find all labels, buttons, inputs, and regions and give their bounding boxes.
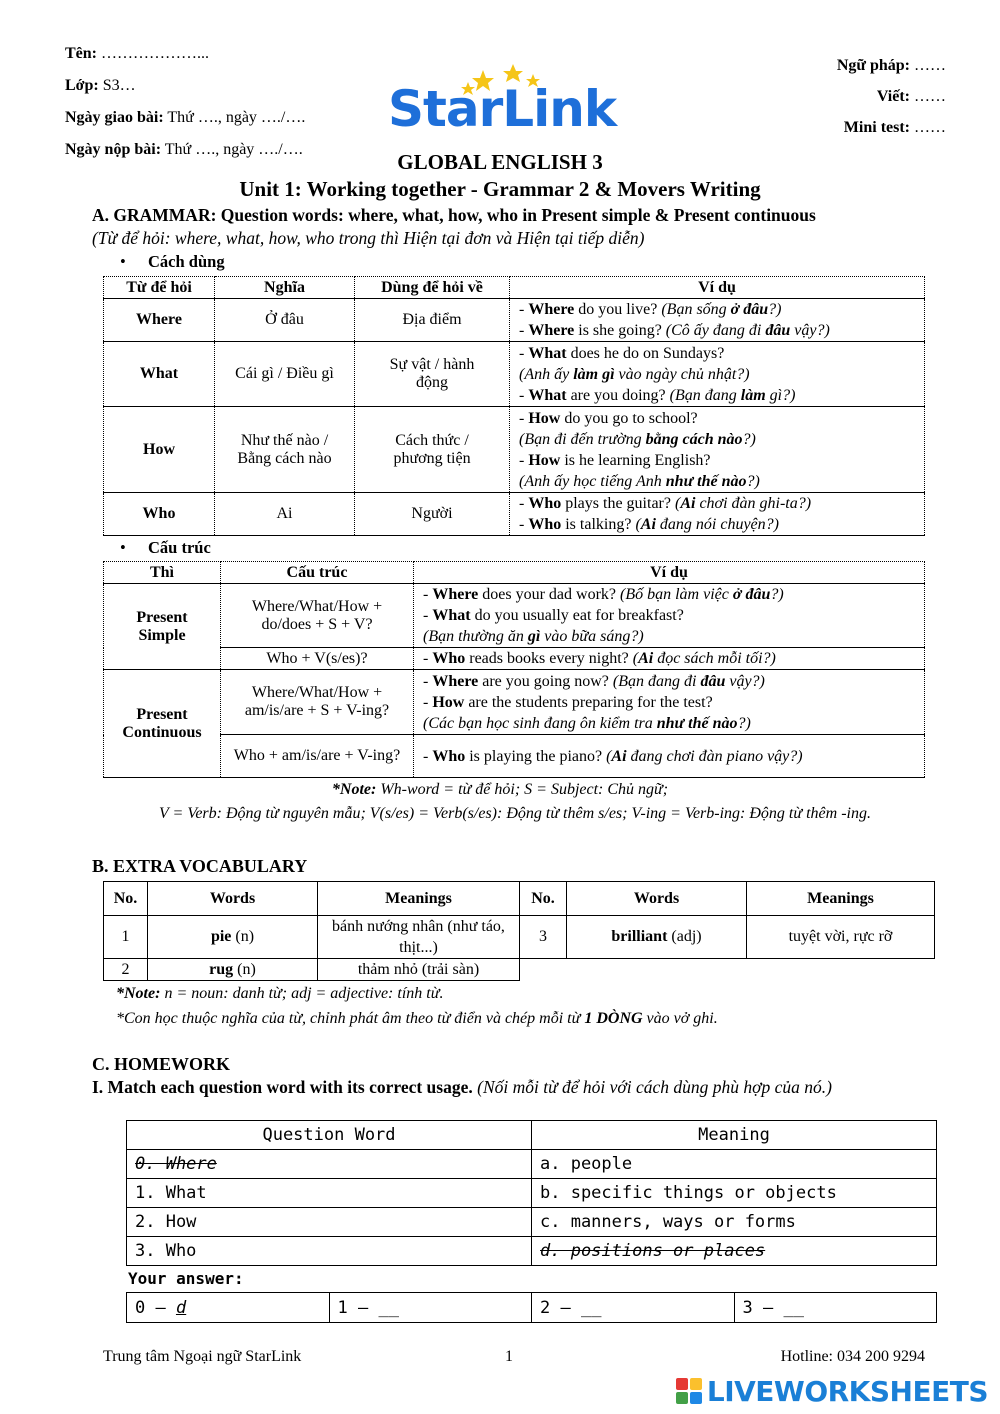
empty-cell: [747, 959, 935, 981]
vocab-no: 3: [520, 916, 567, 959]
assign-date-line[interactable]: Ngày giao bài: Thứ …., ngày …./….: [65, 109, 306, 126]
answer-cell-1[interactable]: 1 – __: [329, 1293, 532, 1323]
starlink-logo: [388, 62, 638, 142]
table-row: [127, 1237, 937, 1266]
structure-bullet: • Cấu trúc: [120, 538, 211, 558]
question-word: How: [104, 407, 215, 493]
example-line: - Who reads books every night? (Ai đọc sách mỗi tối?): [423, 650, 776, 667]
header-cell: Words: [567, 882, 747, 916]
vocab-header: [104, 882, 935, 916]
answer-cell-0[interactable]: 0 – d: [127, 1293, 330, 1323]
header-cell: No.: [520, 882, 567, 916]
table-row: [104, 584, 925, 648]
task-1-instruction: I. Match each question word with its correct usage. (Nối mỗi từ để hỏi với cách dùng phù hợp của nó.): [92, 1077, 832, 1097]
minitest-score[interactable]: Mini test: ……: [843, 119, 946, 136]
your-answer-label: Your answer:: [128, 1269, 244, 1288]
example-line: - Who is talking? (Ai đang nói chuyện?): [519, 516, 779, 533]
header-cell: Thì: [104, 562, 221, 584]
example-line: - What are you doing? (Bạn đang làm gì?): [519, 386, 796, 404]
example-line: (Các bạn học sinh đang ôn kiểm tra như thế nào?): [423, 714, 751, 732]
meaning: Ở đâu: [215, 299, 355, 342]
page-number: 1: [505, 1348, 513, 1365]
meaning: Ai: [215, 493, 355, 536]
watermark-text: LIVEWORKSHEETS: [706, 1374, 988, 1408]
table-row: [104, 735, 925, 778]
empty-cell: [567, 959, 747, 981]
unit-title: Unit 1: Working together - Grammar 2 & Movers Writing: [239, 177, 761, 201]
example-line: (Bạn thường ăn gì vào bữa sáng?): [423, 628, 644, 645]
table-row: [104, 407, 925, 493]
use: Sự vật / hành động: [355, 342, 510, 407]
example-line: - What does he do on Sundays?: [519, 344, 725, 362]
structure-table-header: [104, 562, 925, 584]
example: [414, 670, 925, 735]
table-row: [104, 648, 925, 670]
meaning: Như thế nào / Bằng cách nào: [215, 407, 355, 493]
meaning-item[interactable]: d. positions or places: [532, 1237, 937, 1266]
question-word-item[interactable]: 1. What: [127, 1179, 532, 1208]
example-line: - Who is playing the piano? (Ai đang chơi đàn piano vậy?): [423, 747, 803, 765]
table-row: [127, 1293, 937, 1323]
note-b-2: *Con học thuộc nghĩa của từ, chỉnh phát âm theo từ điển và chép mỗi từ 1 DÒNG vào vở ghi.: [116, 1010, 718, 1027]
table-row: [127, 1150, 937, 1179]
header-cell: Dùng để hỏi về: [355, 277, 510, 299]
header-cell: Meanings: [747, 882, 935, 916]
use: Địa điểm: [355, 299, 510, 342]
example-line: - Who plays the guitar? (Ai chơi đàn ghi-ta?): [519, 495, 812, 512]
tense-present-continuous: Present Continuous: [104, 670, 221, 778]
structure-table: [103, 561, 925, 778]
example-line: - Where does your dad work? (Bố bạn làm việc ở đâu?): [423, 586, 784, 603]
header-cell: Meaning: [532, 1121, 937, 1150]
table-row: [104, 493, 925, 536]
table-row: [127, 1208, 937, 1237]
example-line: - Where are you going now? (Bạn đang đi đâu vậy?): [423, 672, 765, 690]
vocab-meaning: thảm nhỏ (trải sàn): [318, 959, 520, 981]
table-row: [104, 916, 935, 959]
vocab-word: rug (n): [148, 959, 318, 981]
logo-text: StarLink: [388, 80, 617, 138]
use: Cách thức / phương tiện: [355, 407, 510, 493]
example-line: - How do you go to school?: [519, 409, 698, 427]
vocab-meaning: bánh nướng nhân (như táo, thịt...): [318, 916, 520, 959]
table-row: [104, 670, 925, 735]
structure: Who + V(s/es)?: [221, 648, 414, 670]
example-line: - Where do you live? (Bạn sống ở đâu?): [519, 301, 782, 318]
vocab-meaning: tuyệt vời, rực rỡ: [747, 916, 935, 959]
example: [510, 342, 925, 407]
note-a-1: *Note: Wh-word = từ để hỏi; S = Subject: Chủ ngữ;: [331, 781, 669, 798]
grammar-score[interactable]: Ngữ pháp: ……: [836, 57, 946, 74]
example: [510, 493, 925, 536]
question-word: Where: [104, 299, 215, 342]
vocab-word: pie (n): [148, 916, 318, 959]
matching-header: [127, 1121, 937, 1150]
example: [510, 299, 925, 342]
matching-table: [126, 1120, 937, 1266]
usage-table: [103, 276, 925, 536]
example-line: - How is he learning English?: [519, 451, 711, 469]
meaning-item[interactable]: a. people: [532, 1150, 937, 1179]
footer-center-name: Trung tâm Ngoại ngữ StarLink: [103, 1348, 302, 1365]
table-row: [104, 959, 935, 981]
question-word: Who: [104, 493, 215, 536]
example: [414, 735, 925, 778]
section-a-heading: A. GRAMMAR: Question words: where, what, how, who in Present simple & Present continuous: [92, 205, 816, 225]
header-cell: Từ để hỏi: [104, 277, 215, 299]
vocab-word: brilliant (adj): [567, 916, 747, 959]
submit-date-line[interactable]: Ngày nộp bài: Thứ …., ngày …./….: [65, 141, 303, 158]
question-word-item[interactable]: 3. Who: [127, 1237, 532, 1266]
writing-score[interactable]: Viết: ……: [876, 88, 946, 105]
note-b-1: *Note: n = noun: danh từ; adj = adjective: tính từ.: [116, 985, 444, 1002]
example-line: - What do you usually eat for breakfast?: [423, 607, 684, 624]
table-row: [127, 1179, 937, 1208]
section-a-subheading: (Từ để hỏi: where, what, how, who trong thì Hiện tại đơn và Hiện tại tiếp diễn): [92, 228, 645, 248]
vocab-no: 2: [104, 959, 148, 981]
question-word: What: [104, 342, 215, 407]
meaning-item[interactable]: b. specific things or objects: [532, 1179, 937, 1208]
header-cell: Ví dụ: [414, 562, 925, 584]
vocab-no: 1: [104, 916, 148, 959]
header-cell: Meanings: [318, 882, 520, 916]
meaning-item[interactable]: c. manners, ways or forms: [532, 1208, 937, 1237]
header-cell: No.: [104, 882, 148, 916]
course-title: GLOBAL ENGLISH 3: [397, 150, 603, 174]
question-word-item[interactable]: 0. Where: [127, 1150, 532, 1179]
example-line: - How are the students preparing for the test?: [423, 693, 713, 711]
header-cell: Ví dụ: [510, 277, 925, 299]
example-line: - Where is she going? (Cô ấy đang đi đâu vậy?): [519, 322, 830, 339]
class-line[interactable]: Lớp: S3…: [65, 77, 136, 94]
usage-bullet: • Cách dùng: [120, 252, 225, 272]
answer-cell-3[interactable]: 3 – __: [734, 1293, 937, 1323]
header-cell: Words: [148, 882, 318, 916]
example: [414, 584, 925, 648]
answer-table: [126, 1292, 937, 1323]
empty-cell: [520, 959, 567, 981]
answer-cell-2[interactable]: 2 – __: [532, 1293, 735, 1323]
structure: Where/What/How + do/does + S + V?: [221, 584, 414, 648]
student-info: [65, 38, 305, 166]
table-row: [104, 299, 925, 342]
example: [510, 407, 925, 493]
example-line: (Anh ấy học tiếng Anh như thế nào?): [519, 472, 760, 490]
table-row: [104, 342, 925, 407]
usage-table-header: [104, 277, 925, 299]
example-line: (Bạn đi đến trường bằng cách nào?): [519, 430, 756, 448]
example: [414, 648, 925, 670]
score-box: [837, 50, 946, 143]
note-a-2: V = Verb: Động từ nguyên mẫu; V(s/es) = Verb(s/es): Động từ thêm s/es; V-ing = Verb-ing: Động từ thêm -ing.: [159, 805, 871, 822]
section-c-heading: C. HOMEWORK: [92, 1054, 230, 1074]
use: Người: [355, 493, 510, 536]
question-word-item[interactable]: 2. How: [127, 1208, 532, 1237]
structure: Who + am/is/are + V-ing?: [221, 735, 414, 778]
liveworksheets-watermark: [676, 1374, 988, 1408]
liveworksheets-icon: [676, 1378, 702, 1404]
header-cell: Question Word: [127, 1121, 532, 1150]
structure: Where/What/How + am/is/are + S + V-ing?: [221, 670, 414, 735]
example-line: (Anh ấy làm gì vào ngày chủ nhật?): [519, 365, 750, 383]
tense-present-simple: Present Simple: [104, 584, 221, 670]
footer-hotline: Hotline: 034 200 9294: [780, 1348, 925, 1365]
meaning: Cái gì / Điều gì: [215, 342, 355, 407]
header-cell: Nghĩa: [215, 277, 355, 299]
name-line[interactable]: Tên: ………………...: [65, 45, 209, 62]
header-cell: Cấu trúc: [221, 562, 414, 584]
section-b-heading: B. EXTRA VOCABULARY: [92, 856, 308, 876]
vocabulary-table: [103, 881, 935, 981]
